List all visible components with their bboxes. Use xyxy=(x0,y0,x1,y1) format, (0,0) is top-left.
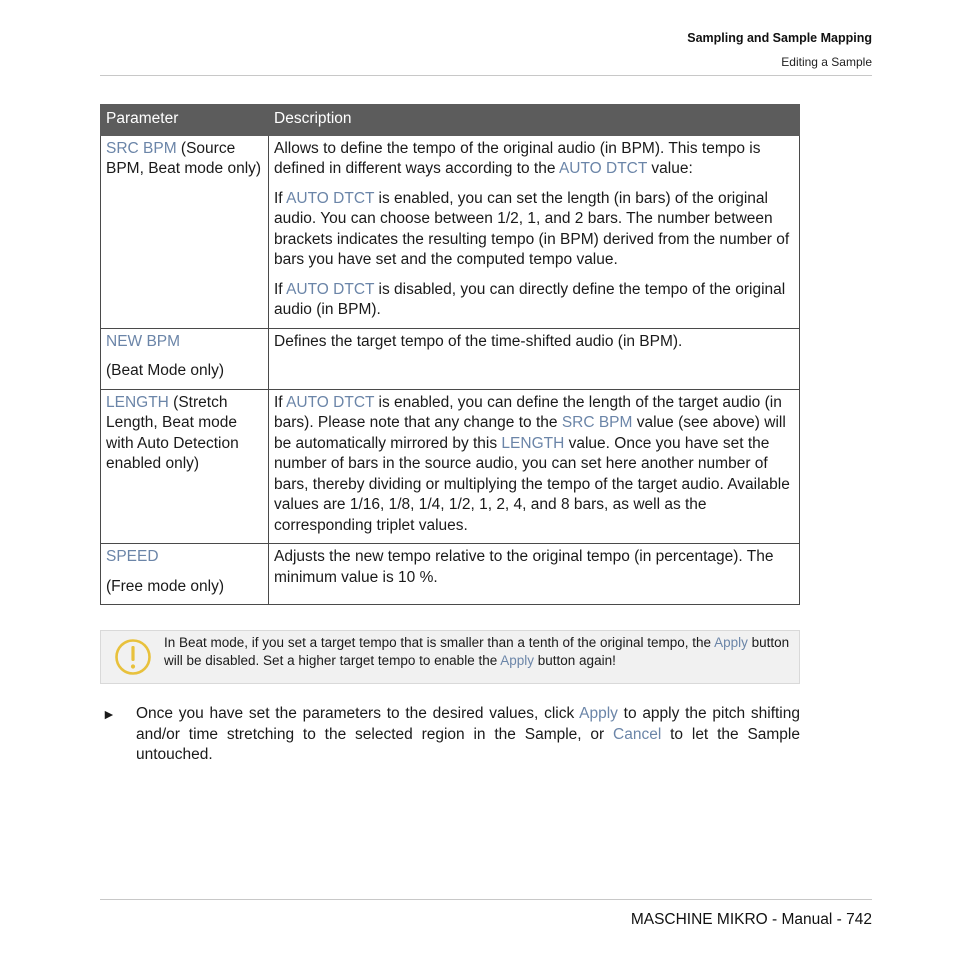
table-row-speed xyxy=(101,544,800,605)
column-header-description: Description xyxy=(269,105,800,136)
running-header-section: Sampling and Sample Mapping xyxy=(687,31,872,45)
inline-ref-auto-dtct: AUTO DTCT xyxy=(558,160,648,177)
desc-text: is enabled, you can set the length (in bars) of the original audio. You can choose between 1/2, 1, and 2 bars. The number between brackets indicates the resulting tempo (in BPM) derived from the number of bars you have set and the computed tempo value. xyxy=(274,189,790,268)
desc-cell-length xyxy=(269,389,800,544)
desc-cell-src-bpm xyxy=(269,135,800,328)
inline-ref-apply: Apply xyxy=(714,635,748,650)
desc-text: If xyxy=(274,280,287,298)
desc-paragraph: Defines the target tempo of the time-shifted audio (in BPM). xyxy=(274,332,683,350)
inline-ref-length: LENGTH xyxy=(501,434,565,452)
desc-paragraph xyxy=(274,280,794,321)
param-cell-speed xyxy=(101,544,269,605)
param-note-src-bpm: (Source BPM, Beat mode only) xyxy=(106,139,262,177)
inline-ref-auto-dtct: AUTO DTCT xyxy=(286,280,375,298)
desc-paragraph: Adjusts the new tempo relative to the original tempo (in percentage). The minimum value is 10 %. xyxy=(274,548,774,586)
param-name-paragraph xyxy=(106,332,263,353)
inline-ref-auto-dtct: AUTO DTCT xyxy=(286,393,375,411)
param-name-speed: SPEED xyxy=(106,548,159,565)
inline-ref-apply: Apply xyxy=(500,653,535,668)
note-text: button again! xyxy=(534,653,616,668)
warning-note-text xyxy=(164,634,798,670)
param-name-paragraph xyxy=(106,547,263,568)
step-text-part: to let the Sample untouched. xyxy=(136,725,800,763)
desc-paragraph xyxy=(274,393,794,537)
table-row-new-bpm xyxy=(101,328,800,389)
param-note-new-bpm: (Beat Mode only) xyxy=(106,362,225,379)
param-name-length: LENGTH xyxy=(106,393,169,411)
table-row-length xyxy=(101,389,800,544)
note-text: button will be disabled. Set a higher target tempo to enable the xyxy=(164,635,790,668)
step-text-part: Once you have set the parameters to the desired values, click xyxy=(136,705,580,722)
table-row-src-bpm xyxy=(101,135,800,328)
desc-paragraph xyxy=(274,139,794,180)
param-note-length: (Stretch Length, Beat mode with Auto Detection enabled only) xyxy=(106,393,239,472)
note-text: In Beat mode, if you set a target tempo that is smaller than a tenth of the original tempo, the xyxy=(164,635,715,650)
desc-text: If xyxy=(274,393,287,411)
table-header-row xyxy=(101,105,800,136)
desc-cell-new-bpm xyxy=(269,328,800,389)
inline-ref-apply: Apply xyxy=(579,705,618,722)
running-header-subsection: Editing a Sample xyxy=(781,55,872,69)
param-cell-src-bpm xyxy=(101,135,269,328)
inline-ref-src-bpm: SRC BPM xyxy=(561,414,633,431)
warning-note-box xyxy=(100,630,800,684)
column-header-parameter: Parameter xyxy=(101,105,269,136)
desc-text: value (see above) will be automatically mirrored by this xyxy=(274,414,786,452)
footer-divider xyxy=(100,899,872,900)
step-arrow-icon: ► xyxy=(102,706,116,722)
desc-paragraph xyxy=(274,189,794,271)
desc-text: value. Once you have set the number of bars in the source audio, you can set here another number of bars, thereby dividing or multiplying the tempo of the target audio. Available values are 1/16, 1/8, 1/4, 1/2, 1, 2, 4, and 8 bars, as well as the corresponding triplet values. xyxy=(274,434,790,534)
param-name-src-bpm: SRC BPM xyxy=(106,139,177,157)
step-text xyxy=(136,704,800,766)
step-text-part: to apply the pitch shifting and/or time stretching to the selected region in the Sample, or xyxy=(136,705,800,743)
page-footer: MASCHINE MIKRO - Manual - 742 xyxy=(630,911,872,928)
desc-text: If xyxy=(274,189,287,207)
warning-exclamation-icon xyxy=(113,637,153,677)
header-divider xyxy=(100,75,872,76)
param-cell-new-bpm xyxy=(101,328,269,389)
instruction-step xyxy=(100,704,800,766)
inline-ref-auto-dtct: AUTO DTCT xyxy=(286,189,375,207)
param-name-new-bpm: NEW BPM xyxy=(106,332,181,350)
desc-text: value: xyxy=(647,160,693,177)
inline-ref-cancel: Cancel xyxy=(613,725,662,743)
desc-cell-speed xyxy=(269,544,800,605)
parameter-table xyxy=(100,104,800,605)
desc-text: Allows to define the tempo of the original audio (in BPM). This tempo is defined in different ways according to the xyxy=(274,139,761,177)
desc-text: is enabled, you can define the length of the target audio (in bars). Please note that any change to the xyxy=(274,393,782,431)
param-note-speed: (Free mode only) xyxy=(106,577,225,595)
desc-text: is disabled, you can directly define the tempo of the original audio (in BPM). xyxy=(274,280,786,318)
param-cell-length xyxy=(101,389,269,544)
